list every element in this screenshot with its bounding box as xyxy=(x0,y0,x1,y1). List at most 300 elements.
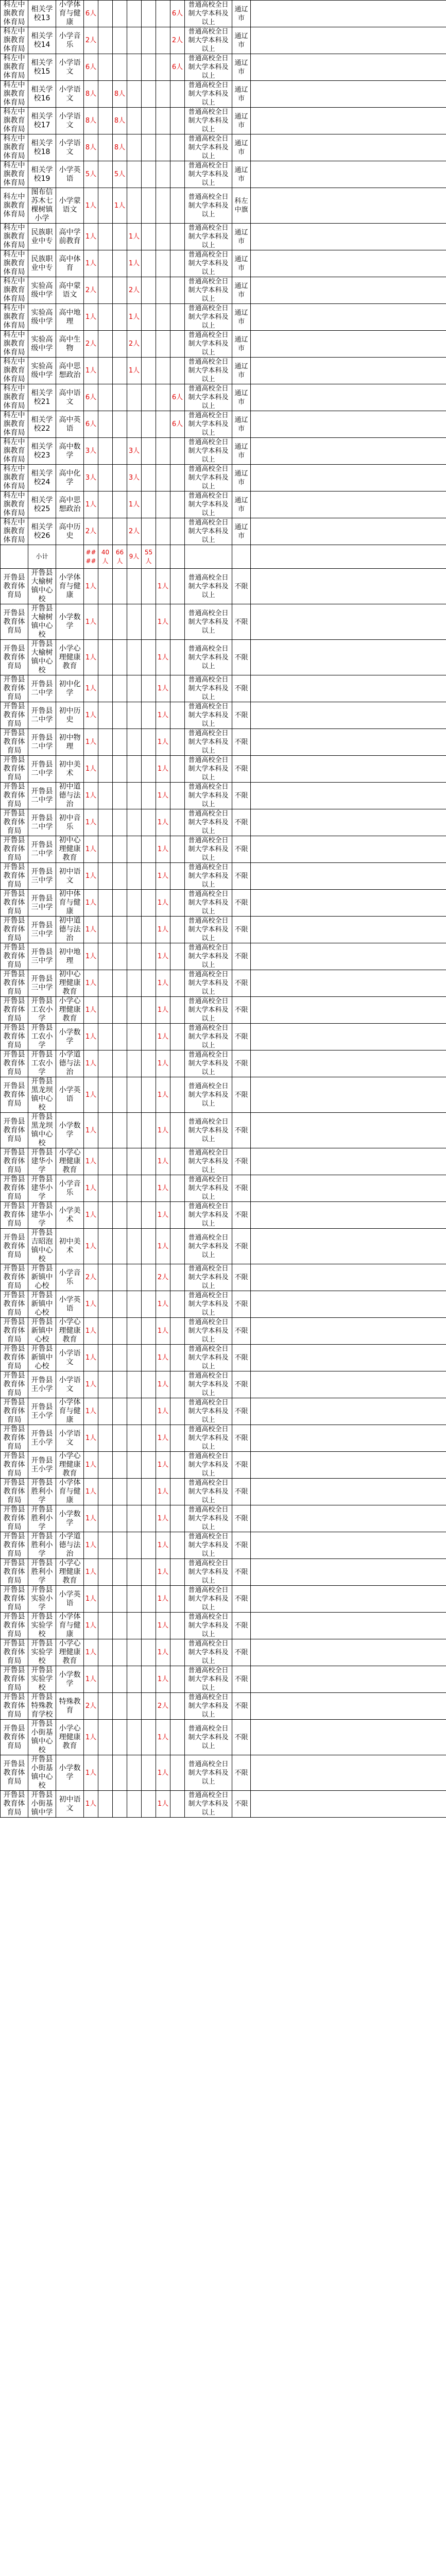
cell-requirement: 普通高校全日制大学本科及以上 xyxy=(185,1264,232,1291)
cell-col-i: 1人 xyxy=(156,1425,170,1452)
cell-school: 开鲁县三中学 xyxy=(28,890,56,917)
cell-count: 2人 xyxy=(84,277,98,304)
cell-col-j xyxy=(170,465,185,492)
cell-col-h xyxy=(142,970,156,997)
cell-col-f xyxy=(113,970,127,997)
cell-department: 科左中旗教育体育局 xyxy=(1,518,28,545)
cell-col-e xyxy=(98,161,113,188)
cell-subject: 小学数学 xyxy=(56,1755,84,1791)
cell-subject: 高中化学 xyxy=(56,465,84,492)
cell-col-g xyxy=(127,1345,142,1371)
cell-col-h xyxy=(142,1693,156,1720)
cell-count: 1人 xyxy=(84,358,98,384)
cell-subject: 小学体育与健康 xyxy=(56,569,84,604)
table-row xyxy=(1,917,446,943)
cell-col-f xyxy=(113,1371,127,1398)
cell-region: 不限 xyxy=(232,890,251,917)
cell-col-h xyxy=(142,783,156,809)
cell-department: 开鲁县教育体育局 xyxy=(1,1371,28,1398)
cell-col-j xyxy=(170,161,185,188)
cell-subject: 小学数学 xyxy=(56,1505,84,1532)
cell-count: 1人 xyxy=(84,1371,98,1398)
cell-requirement: 普通高校全日制大学本科及以上 xyxy=(185,1425,232,1452)
cell-col-g xyxy=(127,1291,142,1318)
table-row xyxy=(1,890,446,917)
cell-col-g xyxy=(127,863,142,890)
cell-requirement: 普通高校全日制大学本科及以上 xyxy=(185,1720,232,1755)
cell-region: 不限 xyxy=(232,1639,251,1666)
cell-col-g: 9人 xyxy=(127,545,142,569)
cell-col-j xyxy=(170,492,185,518)
cell-col-f xyxy=(113,943,127,970)
cell-school: 实验高级中学 xyxy=(28,304,56,331)
cell-col-f xyxy=(113,1,127,27)
cell-subject: 小学心理健康教育 xyxy=(56,1559,84,1586)
cell-subject xyxy=(56,545,84,569)
cell-col-e xyxy=(98,1398,113,1425)
table-row xyxy=(1,756,446,783)
cell-department: 开鲁县教育体育局 xyxy=(1,890,28,917)
cell-col-i xyxy=(156,331,170,358)
cell-col-g xyxy=(127,1720,142,1755)
cell-col-f: 5人 xyxy=(113,161,127,188)
cell-col-m xyxy=(251,1318,446,1345)
cell-col-j xyxy=(170,890,185,917)
cell-col-i: 1人 xyxy=(156,1791,170,1818)
cell-col-m xyxy=(251,1113,446,1148)
cell-col-h xyxy=(142,384,156,411)
cell-subject: 初中心理健康教育 xyxy=(56,970,84,997)
cell-col-j xyxy=(170,277,185,304)
cell-requirement: 普通高校全日制大学本科及以上 xyxy=(185,1639,232,1666)
cell-col-i: 1人 xyxy=(156,756,170,783)
cell-count: 1人 xyxy=(84,1345,98,1371)
cell-subject: 小学数学 xyxy=(56,1024,84,1050)
cell-region: 不限 xyxy=(232,1345,251,1371)
cell-col-f: 8人 xyxy=(113,134,127,161)
cell-requirement: 普通高校全日制大学本科及以上 xyxy=(185,1452,232,1479)
cell-col-j: 2人 xyxy=(170,27,185,54)
cell-col-m xyxy=(251,108,446,134)
cell-col-i xyxy=(156,304,170,331)
cell-region: 不限 xyxy=(232,1202,251,1229)
cell-col-e xyxy=(98,756,113,783)
cell-col-g xyxy=(127,569,142,604)
cell-requirement: 普通高校全日制大学本科及以上 xyxy=(185,970,232,997)
cell-requirement: 普通高校全日制大学本科及以上 xyxy=(185,1479,232,1505)
cell-col-i: 1人 xyxy=(156,943,170,970)
cell-region: 通辽市 xyxy=(232,465,251,492)
cell-col-e xyxy=(98,1613,113,1639)
cell-col-e xyxy=(98,997,113,1024)
cell-count: 2人 xyxy=(84,518,98,545)
cell-col-m xyxy=(251,943,446,970)
cell-school: 开鲁县黑龙坝镇中心校 xyxy=(28,1077,56,1113)
cell-col-g xyxy=(127,108,142,134)
table-row xyxy=(1,1113,446,1148)
cell-col-i: 1人 xyxy=(156,1175,170,1202)
cell-col-h xyxy=(142,465,156,492)
cell-count: 1人 xyxy=(84,304,98,331)
cell-requirement: 普通高校全日制大学本科及以上 xyxy=(185,809,232,836)
cell-school: 开鲁县大榆树镇中心校 xyxy=(28,604,56,640)
cell-count: 1人 xyxy=(84,1452,98,1479)
cell-requirement: 普通高校全日制大学本科及以上 xyxy=(185,863,232,890)
cell-col-f xyxy=(113,863,127,890)
cell-school: 开鲁县实验学校 xyxy=(28,1666,56,1693)
cell-region: 不限 xyxy=(232,702,251,729)
cell-col-m xyxy=(251,836,446,863)
cell-school: 开鲁县王小学 xyxy=(28,1398,56,1425)
cell-col-m xyxy=(251,640,446,675)
cell-col-g xyxy=(127,54,142,81)
cell-col-g xyxy=(127,1113,142,1148)
cell-region: 通辽市 xyxy=(232,384,251,411)
cell-count: 3人 xyxy=(84,465,98,492)
cell-department: 科左中旗教育体育局 xyxy=(1,1,28,27)
cell-col-e xyxy=(98,1113,113,1148)
cell-requirement: 普通高校全日制大学本科及以上 xyxy=(185,836,232,863)
cell-department: 开鲁县教育体育局 xyxy=(1,1077,28,1113)
cell-department: 开鲁县教育体育局 xyxy=(1,863,28,890)
cell-col-f xyxy=(113,1532,127,1559)
cell-col-e xyxy=(98,604,113,640)
cell-school: 相关学校23 xyxy=(28,438,56,465)
table-row xyxy=(1,1559,446,1586)
cell-col-f xyxy=(113,675,127,702)
cell-col-e xyxy=(98,1586,113,1613)
cell-school: 相关学校26 xyxy=(28,518,56,545)
cell-count: 1人 xyxy=(84,675,98,702)
cell-col-e xyxy=(98,702,113,729)
cell-col-i: 1人 xyxy=(156,1077,170,1113)
cell-region: 不限 xyxy=(232,1479,251,1505)
table-row xyxy=(1,1532,446,1559)
cell-col-h xyxy=(142,1425,156,1452)
cell-department: 开鲁县教育体育局 xyxy=(1,640,28,675)
cell-col-g xyxy=(127,836,142,863)
cell-col-e xyxy=(98,1791,113,1818)
cell-count: 1人 xyxy=(84,890,98,917)
cell-col-f xyxy=(113,384,127,411)
cell-col-f xyxy=(113,331,127,358)
cell-subject: 高中体育 xyxy=(56,250,84,277)
cell-count: 2人 xyxy=(84,27,98,54)
cell-col-i xyxy=(156,224,170,250)
cell-col-i xyxy=(156,81,170,108)
cell-requirement: 普通高校全日制大学本科及以上 xyxy=(185,1202,232,1229)
cell-col-e xyxy=(98,1720,113,1755)
cell-subject: 初中心理健康教育 xyxy=(56,836,84,863)
cell-col-h xyxy=(142,134,156,161)
table-row xyxy=(1,518,446,545)
table-row xyxy=(1,250,446,277)
cell-col-h xyxy=(142,54,156,81)
cell-col-m xyxy=(251,188,446,224)
cell-col-m xyxy=(251,438,446,465)
cell-col-g: 1人 xyxy=(127,250,142,277)
cell-col-j: 6人 xyxy=(170,54,185,81)
cell-col-g: 1人 xyxy=(127,358,142,384)
cell-col-f: 1人 xyxy=(113,188,127,224)
cell-col-g xyxy=(127,1371,142,1398)
cell-count: 1人 xyxy=(84,1559,98,1586)
cell-department: 开鲁县教育体育局 xyxy=(1,1318,28,1345)
cell-col-i: 1人 xyxy=(156,1586,170,1613)
cell-col-e xyxy=(98,358,113,384)
cell-department: 科左中旗教育体育局 xyxy=(1,188,28,224)
cell-col-i: 1人 xyxy=(156,604,170,640)
cell-col-j xyxy=(170,1264,185,1291)
cell-region: 不限 xyxy=(232,756,251,783)
cell-subject: 初中地理 xyxy=(56,943,84,970)
cell-region: 不限 xyxy=(232,604,251,640)
cell-department: 开鲁县教育体育局 xyxy=(1,1452,28,1479)
cell-col-h xyxy=(142,1050,156,1077)
cell-col-h xyxy=(142,81,156,108)
cell-col-j xyxy=(170,1229,185,1264)
cell-department: 开鲁县教育体育局 xyxy=(1,1148,28,1175)
cell-col-j xyxy=(170,1202,185,1229)
cell-col-h xyxy=(142,675,156,702)
cell-col-m xyxy=(251,134,446,161)
cell-col-h xyxy=(142,1371,156,1398)
cell-school: 开鲁县新镇中心校 xyxy=(28,1264,56,1291)
cell-subject: 初中音乐 xyxy=(56,809,84,836)
cell-col-e xyxy=(98,1371,113,1398)
cell-subject: 高中思想政治 xyxy=(56,492,84,518)
cell-col-i xyxy=(156,465,170,492)
cell-col-g xyxy=(127,1050,142,1077)
cell-count: 1人 xyxy=(84,1398,98,1425)
cell-col-g xyxy=(127,1532,142,1559)
cell-col-g xyxy=(127,1452,142,1479)
cell-school: 相关学校16 xyxy=(28,81,56,108)
cell-requirement: 普通高校全日制大学本科及以上 xyxy=(185,1532,232,1559)
cell-col-e xyxy=(98,277,113,304)
cell-col-e xyxy=(98,1318,113,1345)
cell-col-j xyxy=(170,863,185,890)
cell-col-m xyxy=(251,384,446,411)
cell-col-e xyxy=(98,569,113,604)
cell-count: 1人 xyxy=(84,224,98,250)
cell-subject: 小学英语 xyxy=(56,1077,84,1113)
table-body xyxy=(1,1,446,1818)
table-row xyxy=(1,224,446,250)
cell-school: 开鲁县新镇中心校 xyxy=(28,1318,56,1345)
cell-col-j xyxy=(170,545,185,569)
cell-col-f xyxy=(113,1479,127,1505)
cell-region: 不限 xyxy=(232,809,251,836)
cell-col-h xyxy=(142,640,156,675)
cell-col-g xyxy=(127,1586,142,1613)
table-row xyxy=(1,277,446,304)
cell-subject: 初中美术 xyxy=(56,756,84,783)
table-row xyxy=(1,1452,446,1479)
cell-col-i xyxy=(156,411,170,438)
cell-col-f xyxy=(113,277,127,304)
cell-requirement: 普通高校全日制大学本科及以上 xyxy=(185,1050,232,1077)
cell-col-m xyxy=(251,917,446,943)
cell-department: 开鲁县教育体育局 xyxy=(1,1479,28,1505)
cell-col-f xyxy=(113,1113,127,1148)
cell-count: 1人 xyxy=(84,1050,98,1077)
cell-school: 开鲁县王小学 xyxy=(28,1371,56,1398)
cell-col-h xyxy=(142,1264,156,1291)
cell-col-g xyxy=(127,640,142,675)
cell-subject: 高中语文 xyxy=(56,384,84,411)
cell-col-h xyxy=(142,863,156,890)
cell-department: 科左中旗教育体育局 xyxy=(1,54,28,81)
table-row xyxy=(1,1666,446,1693)
cell-subject: 高中历史 xyxy=(56,518,84,545)
cell-col-f xyxy=(113,1755,127,1791)
cell-requirement: 普通高校全日制大学本科及以上 xyxy=(185,1755,232,1791)
cell-department: 开鲁县教育体育局 xyxy=(1,997,28,1024)
cell-col-e xyxy=(98,1559,113,1586)
cell-count: 6人 xyxy=(84,384,98,411)
cell-col-f xyxy=(113,1791,127,1818)
cell-school: 开鲁县王小学 xyxy=(28,1452,56,1479)
cell-requirement: 普通高校全日制大学本科及以上 xyxy=(185,890,232,917)
cell-school: 相关学校25 xyxy=(28,492,56,518)
cell-col-h: 55人 xyxy=(142,545,156,569)
cell-col-g: 3人 xyxy=(127,465,142,492)
cell-col-i: 1人 xyxy=(156,917,170,943)
cell-col-g xyxy=(127,1693,142,1720)
cell-col-h xyxy=(142,1505,156,1532)
table-row xyxy=(1,1202,446,1229)
table-row xyxy=(1,943,446,970)
cell-col-g xyxy=(127,729,142,756)
cell-count: 1人 xyxy=(84,702,98,729)
cell-col-f xyxy=(113,1318,127,1345)
cell-requirement: 普通高校全日制大学本科及以上 xyxy=(185,1291,232,1318)
cell-requirement: 普通高校全日制大学本科及以上 xyxy=(185,1175,232,1202)
cell-region: 不限 xyxy=(232,863,251,890)
cell-col-i: 2人 xyxy=(156,1264,170,1291)
cell-count: 1人 xyxy=(84,863,98,890)
cell-region: 不限 xyxy=(232,1666,251,1693)
cell-col-f xyxy=(113,411,127,438)
cell-col-f xyxy=(113,518,127,545)
cell-col-e xyxy=(98,1175,113,1202)
cell-department: 科左中旗教育体育局 xyxy=(1,465,28,492)
cell-col-f xyxy=(113,224,127,250)
cell-school: 开鲁县实验小学 xyxy=(28,1586,56,1613)
table-row xyxy=(1,81,446,108)
cell-school: 相关学校21 xyxy=(28,384,56,411)
cell-col-m xyxy=(251,1479,446,1505)
table-row xyxy=(1,604,446,640)
cell-school: 开鲁县二中学 xyxy=(28,809,56,836)
cell-col-i: 1人 xyxy=(156,1505,170,1532)
cell-col-h xyxy=(142,1,156,27)
cell-region: 不限 xyxy=(232,1791,251,1818)
cell-requirement: 普通高校全日制大学本科及以上 xyxy=(185,569,232,604)
cell-col-f xyxy=(113,1202,127,1229)
cell-region: 不限 xyxy=(232,1024,251,1050)
cell-department: 开鲁县教育体育局 xyxy=(1,1024,28,1050)
cell-region: 不限 xyxy=(232,640,251,675)
cell-count: 1人 xyxy=(84,1755,98,1791)
cell-col-m xyxy=(251,1398,446,1425)
cell-col-j xyxy=(170,970,185,997)
table-row xyxy=(1,1613,446,1639)
cell-school: 开鲁县新镇中心校 xyxy=(28,1291,56,1318)
cell-col-e xyxy=(98,890,113,917)
cell-school: 相关学校13 xyxy=(28,1,56,27)
cell-col-f xyxy=(113,1229,127,1264)
cell-subject: 小学英语 xyxy=(56,1586,84,1613)
cell-region: 不限 xyxy=(232,943,251,970)
cell-col-m xyxy=(251,1291,446,1318)
cell-subject: 小学语文 xyxy=(56,1425,84,1452)
cell-col-i xyxy=(156,358,170,384)
cell-count: 1人 xyxy=(84,1532,98,1559)
cell-col-m xyxy=(251,890,446,917)
cell-col-g xyxy=(127,1479,142,1505)
cell-department: 开鲁县教育体育局 xyxy=(1,783,28,809)
cell-school: 开鲁县王小学 xyxy=(28,1425,56,1452)
cell-school: 开鲁县工农小学 xyxy=(28,1024,56,1050)
cell-col-i: 1人 xyxy=(156,1755,170,1791)
table-row xyxy=(1,783,446,809)
cell-col-m xyxy=(251,1050,446,1077)
cell-col-i: 1人 xyxy=(156,675,170,702)
cell-col-j xyxy=(170,836,185,863)
cell-col-j xyxy=(170,1371,185,1398)
cell-region: 不限 xyxy=(232,1113,251,1148)
cell-col-i: 1人 xyxy=(156,569,170,604)
cell-requirement: 普通高校全日制大学本科及以上 xyxy=(185,1613,232,1639)
cell-col-e: 40人 xyxy=(98,545,113,569)
cell-col-f xyxy=(113,1264,127,1291)
cell-col-g: 1人 xyxy=(127,492,142,518)
cell-region: 不限 xyxy=(232,1077,251,1113)
cell-col-f xyxy=(113,1720,127,1755)
cell-col-j xyxy=(170,1050,185,1077)
cell-subject: 小学语文 xyxy=(56,108,84,134)
cell-col-h xyxy=(142,1639,156,1666)
cell-count: 1人 xyxy=(84,492,98,518)
cell-region: 不限 xyxy=(232,1175,251,1202)
cell-col-e xyxy=(98,1291,113,1318)
cell-col-e xyxy=(98,809,113,836)
cell-requirement: 普通高校全日制大学本科及以上 xyxy=(185,1148,232,1175)
table-row xyxy=(1,188,446,224)
cell-col-e xyxy=(98,863,113,890)
cell-count: 2人 xyxy=(84,331,98,358)
cell-col-h xyxy=(142,943,156,970)
cell-region: 通辽市 xyxy=(232,250,251,277)
cell-subject: 初中历史 xyxy=(56,702,84,729)
cell-col-m xyxy=(251,1229,446,1264)
cell-col-m xyxy=(251,1175,446,1202)
cell-department: 开鲁县教育体育局 xyxy=(1,1398,28,1425)
cell-requirement: 普通高校全日制大学本科及以上 xyxy=(185,492,232,518)
cell-school: 开鲁县黑龙坝镇中心校 xyxy=(28,1113,56,1148)
cell-col-j xyxy=(170,756,185,783)
cell-school: 民族职业中专 xyxy=(28,250,56,277)
cell-col-h xyxy=(142,492,156,518)
cell-col-j xyxy=(170,1318,185,1345)
cell-requirement: 普通高校全日制大学本科及以上 xyxy=(185,81,232,108)
table-row xyxy=(1,492,446,518)
cell-col-j xyxy=(170,917,185,943)
cell-school: 相关学校19 xyxy=(28,161,56,188)
cell-school: 实验高级中学 xyxy=(28,277,56,304)
